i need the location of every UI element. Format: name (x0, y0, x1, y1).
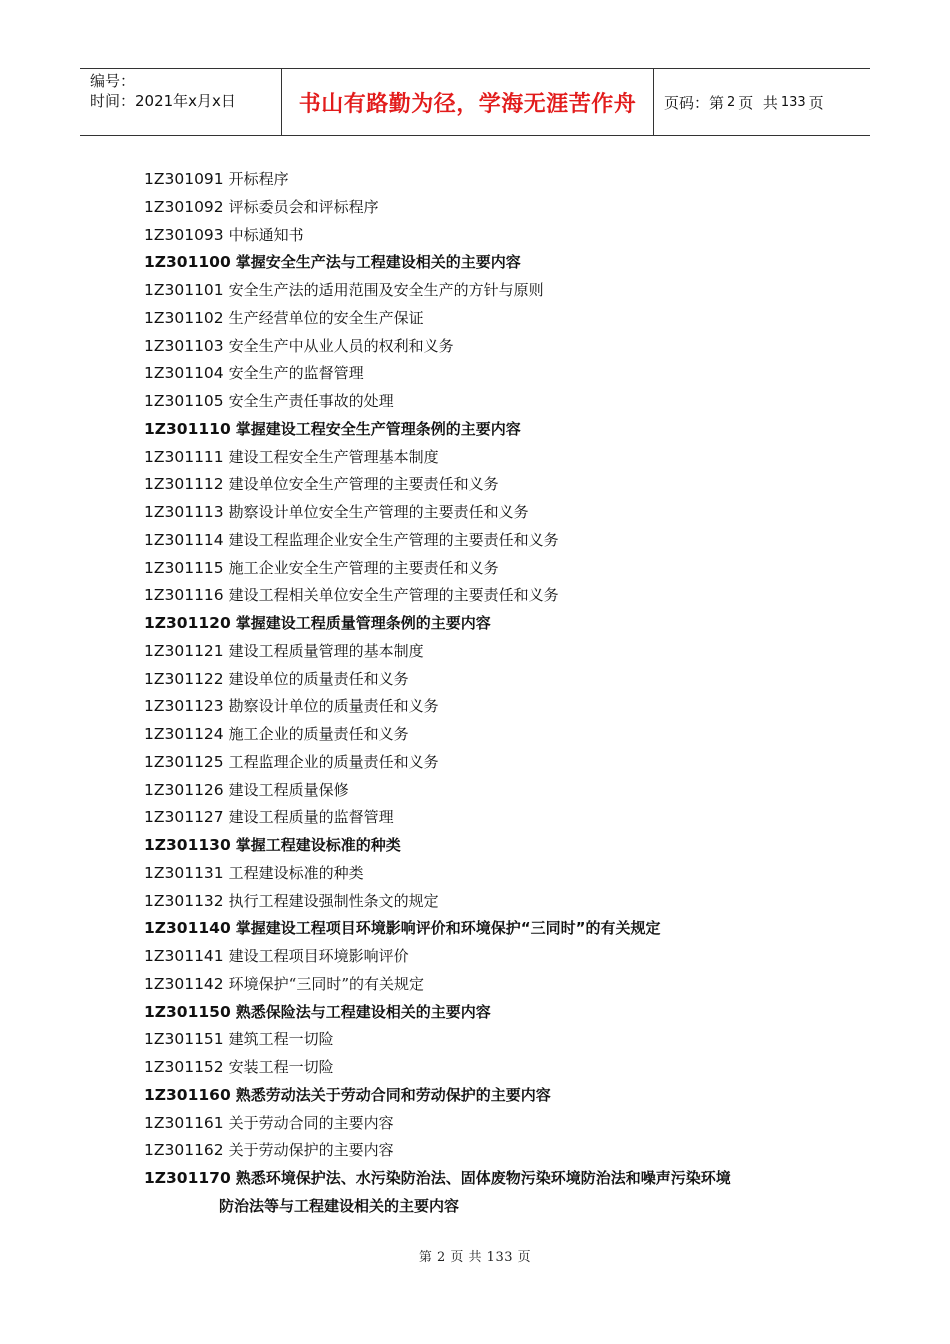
outline-item (144, 194, 844, 222)
item-text: 建设工程质量管理的基本制度 (228, 641, 424, 660)
item-text: 工程建设标准的种类 (228, 863, 364, 882)
item-text: 安装工程一切险 (228, 1058, 334, 1076)
item-code: 1Z301112 (144, 475, 224, 494)
item-code: 1Z301116 (144, 586, 224, 605)
outline-item (144, 471, 844, 499)
item-code: 1Z301150 (144, 1002, 231, 1021)
item-code: 1Z301091 (144, 170, 224, 188)
item-code: 1Z301100 (144, 253, 231, 272)
item-code: 1Z301127 (144, 808, 224, 827)
item-code: 1Z301126 (144, 780, 224, 799)
item-text: 执行工程建设强制性条文的规定 (228, 891, 439, 910)
section-heading (144, 1165, 844, 1193)
item-code: 1Z301141 (144, 947, 224, 965)
item-code: 1Z301151 (144, 1030, 224, 1049)
header-meta (80, 69, 282, 135)
page-current: 2 (727, 94, 736, 110)
outline-item (144, 777, 844, 805)
item-text: 勘察设计单位安全生产管理的主要责任和义务 (228, 503, 529, 521)
outline-item (144, 333, 844, 361)
item-text: 建设工程质量保修 (228, 780, 349, 799)
section-heading (144, 915, 844, 943)
item-text: 掌握建设工程质量管理条例的主要内容 (235, 614, 491, 632)
item-text: 熟悉环境保护法、水污染防治法、固体废物污染环境防治法和噪声污染环境 (235, 1169, 731, 1187)
outline-item (144, 222, 844, 250)
item-code: 1Z301123 (144, 697, 224, 716)
item-code: 1Z301105 (144, 392, 224, 410)
item-code: 1Z301102 (144, 308, 224, 327)
outline-item (144, 749, 844, 777)
item-text: 掌握工程建设标准的种类 (235, 836, 401, 854)
item-code: 1Z301103 (144, 336, 224, 355)
document-number-label: 编号： (90, 72, 136, 90)
outline-item (144, 693, 844, 721)
header-motto: 书山有路勤为径，学海无涯苦作舟 (298, 90, 637, 117)
item-text: 掌握建设工程项目环境影响评价和环境保护“三同时”的有关规定 (235, 919, 661, 938)
page-label-suffix: 页 (808, 93, 824, 112)
outline-item (144, 888, 844, 916)
item-text: 施工企业的质量责任和义务 (228, 725, 409, 743)
item-text: 建设单位的质量责任和义务 (228, 669, 409, 688)
item-text: 中标通知书 (228, 225, 304, 244)
item-text: 评标委员会和评标程序 (228, 197, 379, 216)
item-code: 1Z301124 (144, 725, 224, 743)
section-heading (144, 832, 844, 860)
outline-item (144, 638, 844, 666)
section-heading (144, 610, 844, 638)
page-label-prefix: 页码：第 (664, 93, 725, 112)
item-text: 安全生产法的适用范围及安全生产的方针与原则 (228, 281, 544, 299)
item-text: 关于劳动合同的主要内容 (228, 1113, 394, 1132)
section-heading (144, 249, 844, 277)
outline-item (144, 1026, 844, 1054)
item-code: 1Z301160 (144, 1085, 231, 1104)
item-text: 防治法等与工程建设相关的主要内容 (219, 1196, 460, 1215)
item-text: 建设工程安全生产管理基本制度 (228, 447, 439, 466)
outline-item (144, 582, 844, 610)
item-code: 1Z301162 (144, 1141, 224, 1160)
page-total: 133 (780, 94, 806, 110)
item-code: 1Z301093 (144, 225, 224, 244)
section-heading (144, 999, 844, 1027)
item-code: 1Z301170 (144, 1169, 231, 1187)
item-text: 掌握建设工程安全生产管理条例的主要内容 (235, 419, 521, 438)
page-footer: 第 2 页 共 133 页 (418, 1250, 532, 1265)
item-text: 建设单位安全生产管理的主要责任和义务 (228, 475, 499, 494)
outline-item (144, 860, 844, 888)
item-text: 施工企业安全生产管理的主要责任和义务 (228, 558, 499, 577)
item-code: 1Z301113 (144, 503, 224, 521)
outline-item (144, 971, 844, 999)
item-text: 安全生产责任事故的处理 (228, 392, 394, 410)
outline-item (144, 499, 844, 527)
item-text: 建设工程项目环境影响评价 (228, 947, 409, 965)
item-text: 安全生产中从业人员的权利和义务 (228, 336, 454, 355)
syllabus-outline (144, 166, 844, 1221)
header-page-info (654, 69, 870, 135)
section-heading (144, 416, 844, 444)
item-code: 1Z301092 (144, 197, 224, 216)
item-text: 开标程序 (228, 170, 289, 188)
item-text: 熟悉劳动法关于劳动合同和劳动保护的主要内容 (235, 1085, 551, 1104)
item-text: 掌握安全生产法与工程建设相关的主要内容 (235, 253, 521, 272)
document-date: 时间：2021年x月x日 (90, 92, 236, 110)
outline-item (144, 444, 844, 472)
outline-item (144, 166, 844, 194)
outline-item (144, 388, 844, 416)
outline-item (144, 360, 844, 388)
item-code: 1Z301140 (144, 919, 231, 938)
item-text: 建筑工程一切险 (228, 1030, 334, 1049)
outline-item (144, 305, 844, 333)
item-code: 1Z301132 (144, 891, 224, 910)
outline-item (144, 666, 844, 694)
item-text: 勘察设计单位的质量责任和义务 (228, 697, 439, 716)
item-text: 关于劳动保护的主要内容 (228, 1141, 394, 1160)
item-code: 1Z301114 (144, 530, 224, 549)
section-heading (144, 1082, 844, 1110)
item-code: 1Z301131 (144, 863, 224, 882)
outline-item (144, 943, 844, 971)
item-code: 1Z301121 (144, 641, 224, 660)
item-code: 1Z301161 (144, 1113, 224, 1132)
outline-item (144, 804, 844, 832)
item-code: 1Z301125 (144, 752, 224, 771)
outline-item (144, 1110, 844, 1138)
item-code: 1Z301122 (144, 669, 224, 688)
item-text: 熟悉保险法与工程建设相关的主要内容 (235, 1002, 491, 1021)
outline-item (144, 1054, 844, 1082)
item-text: 环境保护“三同时”的有关规定 (228, 974, 424, 993)
page-header (80, 68, 870, 136)
section-heading-continuation (144, 1193, 844, 1221)
item-code: 1Z301142 (144, 974, 224, 993)
item-code: 1Z301111 (144, 447, 224, 466)
outline-item (144, 555, 844, 583)
item-text: 建设工程质量的监督管理 (228, 808, 394, 827)
item-text: 建设工程相关单位安全生产管理的主要责任和义务 (228, 586, 559, 605)
item-text: 安全生产的监督管理 (228, 364, 364, 383)
item-code: 1Z301120 (144, 614, 231, 632)
item-text: 工程监理企业的质量责任和义务 (228, 752, 439, 771)
item-code: 1Z301130 (144, 836, 231, 854)
header-motto-cell (282, 69, 654, 135)
item-code: 1Z301110 (144, 419, 231, 438)
item-code: 1Z301104 (144, 364, 224, 383)
outline-item (144, 721, 844, 749)
item-code: 1Z301152 (144, 1058, 224, 1076)
item-code: 1Z301101 (144, 281, 224, 299)
page-label-mid: 页 共 (738, 93, 778, 112)
outline-item (144, 527, 844, 555)
item-text: 建设工程监理企业安全生产管理的主要责任和义务 (228, 530, 559, 549)
item-code: 1Z301115 (144, 558, 224, 577)
outline-item (144, 1137, 844, 1165)
item-text: 生产经营单位的安全生产保证 (228, 308, 424, 327)
outline-item (144, 277, 844, 305)
